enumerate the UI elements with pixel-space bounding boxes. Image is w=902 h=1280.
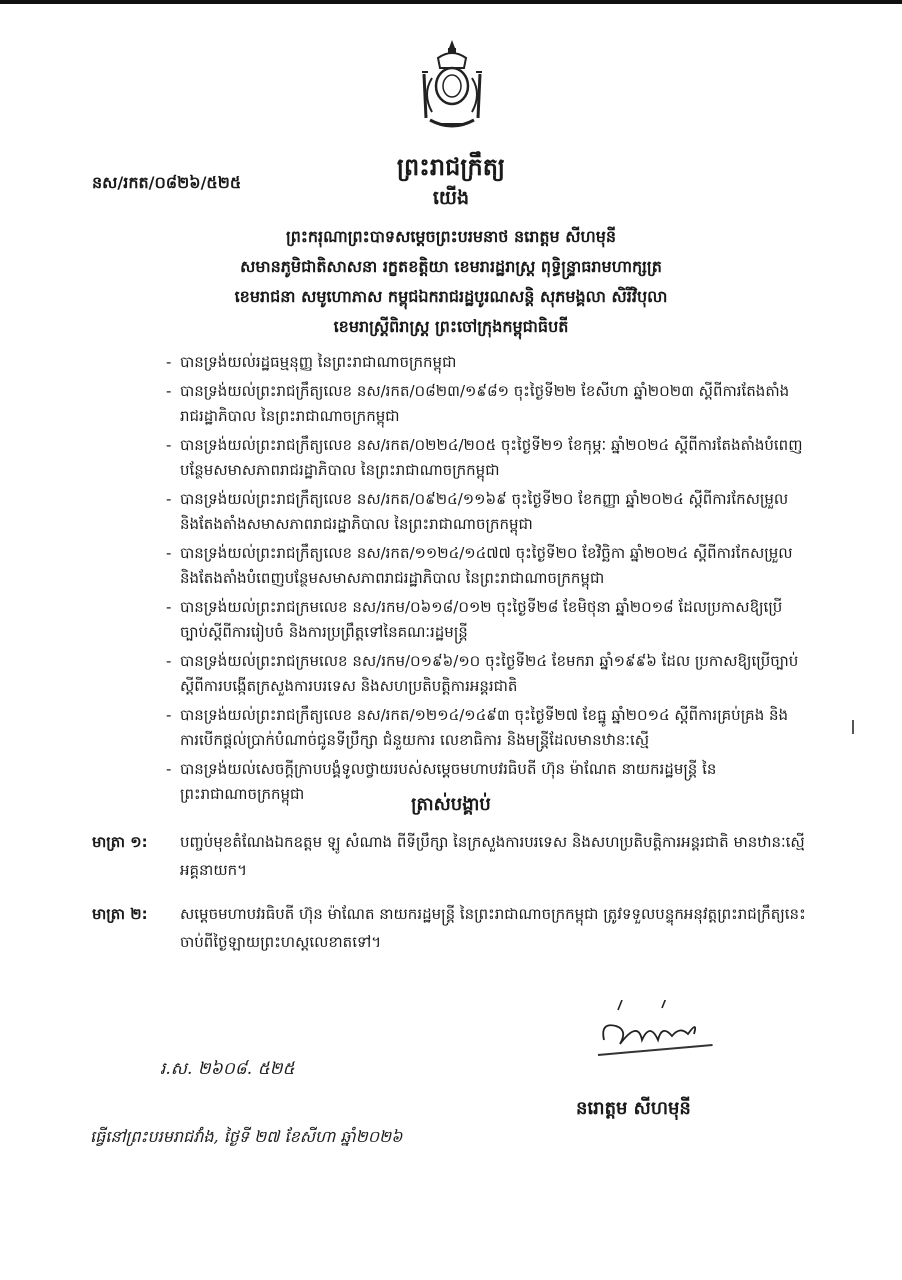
consideration-item: - បានទ្រង់យល់ព្រះរាជក្រឹត្យលេខ នស/រកត/០៨២៣/១៩៨១ ចុះថ្ងៃទី២២ ខែសីហា ឆ្នាំ២០២៣ ស្តីពីការតែងតាំងរាជរដ្ឋាភិបាល នៃព្រះរាជាណាចក្រកម្ពុជា bbox=[166, 379, 806, 429]
article-2-text: សម្តេចមហាបវរធិបតី ហ៊ុន ម៉ាណែត នាយករដ្ឋមន្ត្រី នៃព្រះរាជាណាចក្រកម្ពុជា ត្រូវទទួលបន្ទុកអនុវត្តព្រះរាជក្រឹត្យនេះ ចាប់ពីថ្ងៃឡាយព្រះហស្តលេខាតទៅ។ bbox=[180, 905, 806, 951]
consideration-item: - បានទ្រង់យល់ព្រះរាជក្រឹត្យលេខ នស/រកត/១២១៤/១៤៩៣ ចុះថ្ងៃទី២៧ ខែធ្នូ ឆ្នាំ២០១៤ ស្តីពីការគ្រប់គ្រង និងការបើកផ្តល់ប្រាក់បំណាច់ជូនទីប្រឹក្សា ជំនួយការ លេខាធិការ និងមន្ត្រីដែលមានឋានៈស្មើ bbox=[166, 703, 806, 753]
consideration-item: - បានទ្រង់យល់ព្រះរាជក្រមលេខ នស/រកម/០១៩៦/១០ ចុះថ្ងៃទី២៤ ខែមករា ឆ្នាំ១៩៩៦ ដែល ប្រកាសឱ្យប្រើច្បាប់ស្តីពីការបង្កើតក្រសួងការបរទេស និងសហប្រតិបត្តិការអន្តរជាតិ bbox=[166, 649, 806, 699]
royal-title-line-4: ខេមរាស្ត្រីពិរាស្ត្រ ព្រះចៅក្រុងកម្ពុជាធិបតី bbox=[333, 317, 569, 336]
royal-signature bbox=[598, 1000, 718, 1060]
place-and-date: ធ្វើនៅព្រះបរមរាជវាំង, ថ្ងៃទី ២៧ ខែសីហា ឆ្នាំ២០២៦ bbox=[90, 1127, 403, 1146]
we-heading: យើង bbox=[432, 187, 470, 209]
article-1-label: មាត្រា ១: bbox=[92, 833, 148, 851]
margin-mark bbox=[846, 720, 854, 734]
consideration-item: - បានទ្រង់យល់ព្រះរាជក្រមលេខ នស/រកម/០៦១៨/០១២ ចុះថ្ងៃទី២៨ ខែមិថុនា ឆ្នាំ២០១៨ ដែលប្រកាសឱ្យប្រើច្បាប់ស្តីពីការរៀបចំ និងការប្រព្រឹត្តទៅនៃគណៈរដ្ឋមន្ត្រី bbox=[166, 595, 806, 645]
royal-title-line-1: ព្រះករុណាព្រះបាទសម្តេចព្រះបរមនាថ នរោត្តម សីហមុនី bbox=[285, 227, 617, 246]
royal-coat-of-arms-icon bbox=[414, 38, 490, 134]
consideration-item: - បានទ្រង់យល់រដ្ឋធម្មនុញ្ញ នៃព្រះរាជាណាចក្រកម្ពុជា bbox=[166, 350, 806, 375]
signer-name: នរោត្តម សីហមុនី bbox=[576, 1098, 691, 1119]
document-title: ព្រះរាជក្រឹត្យ bbox=[396, 153, 506, 181]
consideration-item: - បានទ្រង់យល់ព្រះរាជក្រឹត្យលេខ នស/រកត/១១២៤/១៤៧៧ ចុះថ្ងៃទី២០ ខែវិច្ឆិកា ឆ្នាំ២០២៤ ស្តីពីការកែសម្រួល និងតែងតាំងបំពេញបន្ថែមសមាសភាពរាជរដ្ឋាភិបាល នៃព្រះរាជាណាចក្រកម្ពុជា bbox=[166, 541, 806, 591]
consideration-item: - បានទ្រង់យល់ព្រះរាជក្រឹត្យលេខ នស/រកត/០២២៤/២០៥ ចុះថ្ងៃទី២១ ខែកុម្ភៈ ឆ្នាំ២០២៤ ស្តីពីការតែងតាំងបំពេញបន្ថែមសមាសភាពរាជរដ្ឋាភិបាល នៃព្រះរាជាណាចក្រកម្ពុជា bbox=[166, 433, 806, 483]
consideration-item: - បានទ្រង់យល់ព្រះរាជក្រឹត្យលេខ នស/រកត/០៩២៤/១១៦៩ ចុះថ្ងៃទី២០ ខែកញ្ញា ឆ្នាំ២០២៤ ស្តីពីការកែសម្រួល និងតែងតាំងសមាសភាពរាជរដ្ឋាភិបាល នៃព្រះរាជាណាចក្រកម្ពុជា bbox=[166, 487, 806, 537]
considerations-list bbox=[166, 350, 806, 811]
article-2 bbox=[92, 900, 822, 956]
decree-reference-number: នស/រកត/០៨២៦/៥២៥ bbox=[92, 173, 242, 192]
article-1-text: បញ្ចប់មុខតំណែងឯកឧត្តម ឡូ សំណាង ពីទីប្រឹក្សា នៃក្រសួងការបរទេស និងសហប្រតិបត្តិការអន្តរជាតិ មានឋានៈស្មើ អគ្គនាយក។ bbox=[180, 833, 805, 879]
article-1 bbox=[92, 828, 822, 884]
consideration-item: - បានទ្រង់យល់សេចក្តីក្រាបបង្គំទូលថ្វាយរបស់សម្តេចមហាបវរធិបតី ហ៊ុន ម៉ាណែត នាយករដ្ឋមន្ត្រី នៃព្រះរាជាណាចក្រកម្ពុជា bbox=[166, 757, 806, 807]
article-2-label: មាត្រា ២: bbox=[92, 905, 148, 923]
lunar-date: រ.ស. ២៦០៨. ៥២៥ bbox=[160, 1059, 295, 1079]
decides-heading: ត្រាស់បង្គាប់ bbox=[411, 794, 491, 815]
royal-title-line-2: សមានភូមិជាតិសាសនា រក្ខតខត្តិយា ខេមរារដ្ឋរាស្ត្រ ពុទ្ធិន្ទ្រាធរាមហាក្សត្រ bbox=[240, 257, 662, 276]
royal-title-line-3: ខេមរាជនា សមូហោភាស កម្ពុជឯករាជរដ្ឋបូរណសន្តិ សុភមង្គលា សិរីវិបុលា bbox=[234, 287, 668, 306]
